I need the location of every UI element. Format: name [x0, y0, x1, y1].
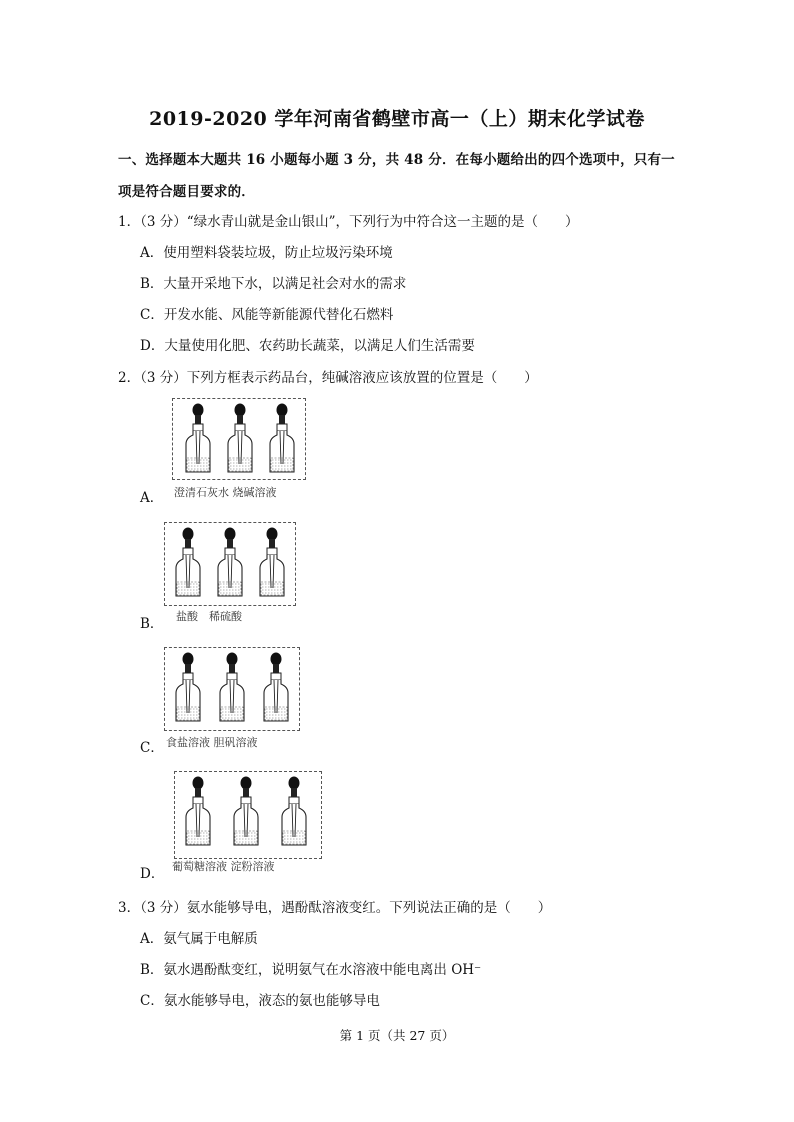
- dropper-bottle-icon: [282, 777, 306, 846]
- dropper-bottle-icon: [270, 404, 294, 473]
- dropper-bottle-icon: [176, 528, 200, 597]
- question-2-option-d-label: D．: [140, 866, 165, 882]
- shelf-d-caption: 葡萄糖溶液 淀粉溶液: [172, 860, 275, 873]
- question-3-option-b: B．氨水遇酚酞变红，说明氨气在水溶液中能电离出 OH⁻: [140, 962, 482, 978]
- bottles-figure-a: [172, 398, 306, 480]
- dropper-bottle-icon: [260, 528, 284, 597]
- question-3-option-a: A．氨气属于电解质: [140, 931, 258, 947]
- page-footer: 第 1 页（共 27 页）: [339, 1028, 455, 1043]
- page-title: 2019-2020 学年河南省鹤壁市高一（上）期末化学试卷: [149, 108, 645, 130]
- dropper-bottle-icon: [186, 404, 210, 473]
- question-2-stem: 2．（3 分）下列方框表示药品台，纯碱溶液应该放置的位置是（ ）: [118, 370, 538, 386]
- shelf-b-caption: 盐酸 稀硫酸: [176, 610, 242, 623]
- question-1-option-c: C．开发水能、风能等新能源代替化石燃料: [140, 307, 394, 323]
- bottles-figure-b: [164, 522, 296, 606]
- dropper-bottle-icon: [176, 653, 200, 722]
- dropper-bottle-icon: [234, 777, 258, 846]
- question-2-option-b-label: B．: [140, 616, 164, 632]
- dropper-bottle-icon: [218, 528, 242, 597]
- section-heading-line-1: 一、选择题本大题共 16 小题每小题 3 分，共 48 分．在每小题给出的四个选项中，只有一: [118, 152, 675, 168]
- section-heading-line-2: 项是符合题目要求的．: [118, 184, 255, 200]
- dropper-bottle-icon: [228, 404, 252, 473]
- question-2-option-a-label: A．: [140, 490, 164, 506]
- question-1-option-d: D．大量使用化肥、农药助长蔬菜，以满足人们生活需要: [140, 338, 475, 354]
- bottles-figure-d: [174, 771, 322, 859]
- question-1-stem: 1．（3 分）“绿水青山就是金山银山”，下列行为中符合这一主题的是（ ）: [118, 214, 579, 230]
- question-3-stem: 3．（3 分）氨水能够导电，遇酚酞溶液变红。下列说法正确的是（ ）: [118, 900, 552, 916]
- dropper-bottle-icon: [264, 653, 288, 722]
- bottles-figure-c: [164, 647, 300, 731]
- shelf-a-caption: 澄清石灰水 烧碱溶液: [174, 486, 277, 499]
- question-2-option-c-label: C．: [140, 740, 164, 756]
- question-3-option-c: C．氨水能够导电，液态的氨也能够导电: [140, 993, 380, 1009]
- dropper-bottle-icon: [186, 777, 210, 846]
- question-1-option-a: A．使用塑料袋装垃圾，防止垃圾污染环境: [140, 245, 393, 261]
- question-1-option-b: B．大量开采地下水，以满足社会对水的需求: [140, 276, 407, 292]
- dropper-bottle-icon: [220, 653, 244, 722]
- shelf-c-caption: 食盐溶液 胆矾溶液: [166, 736, 258, 749]
